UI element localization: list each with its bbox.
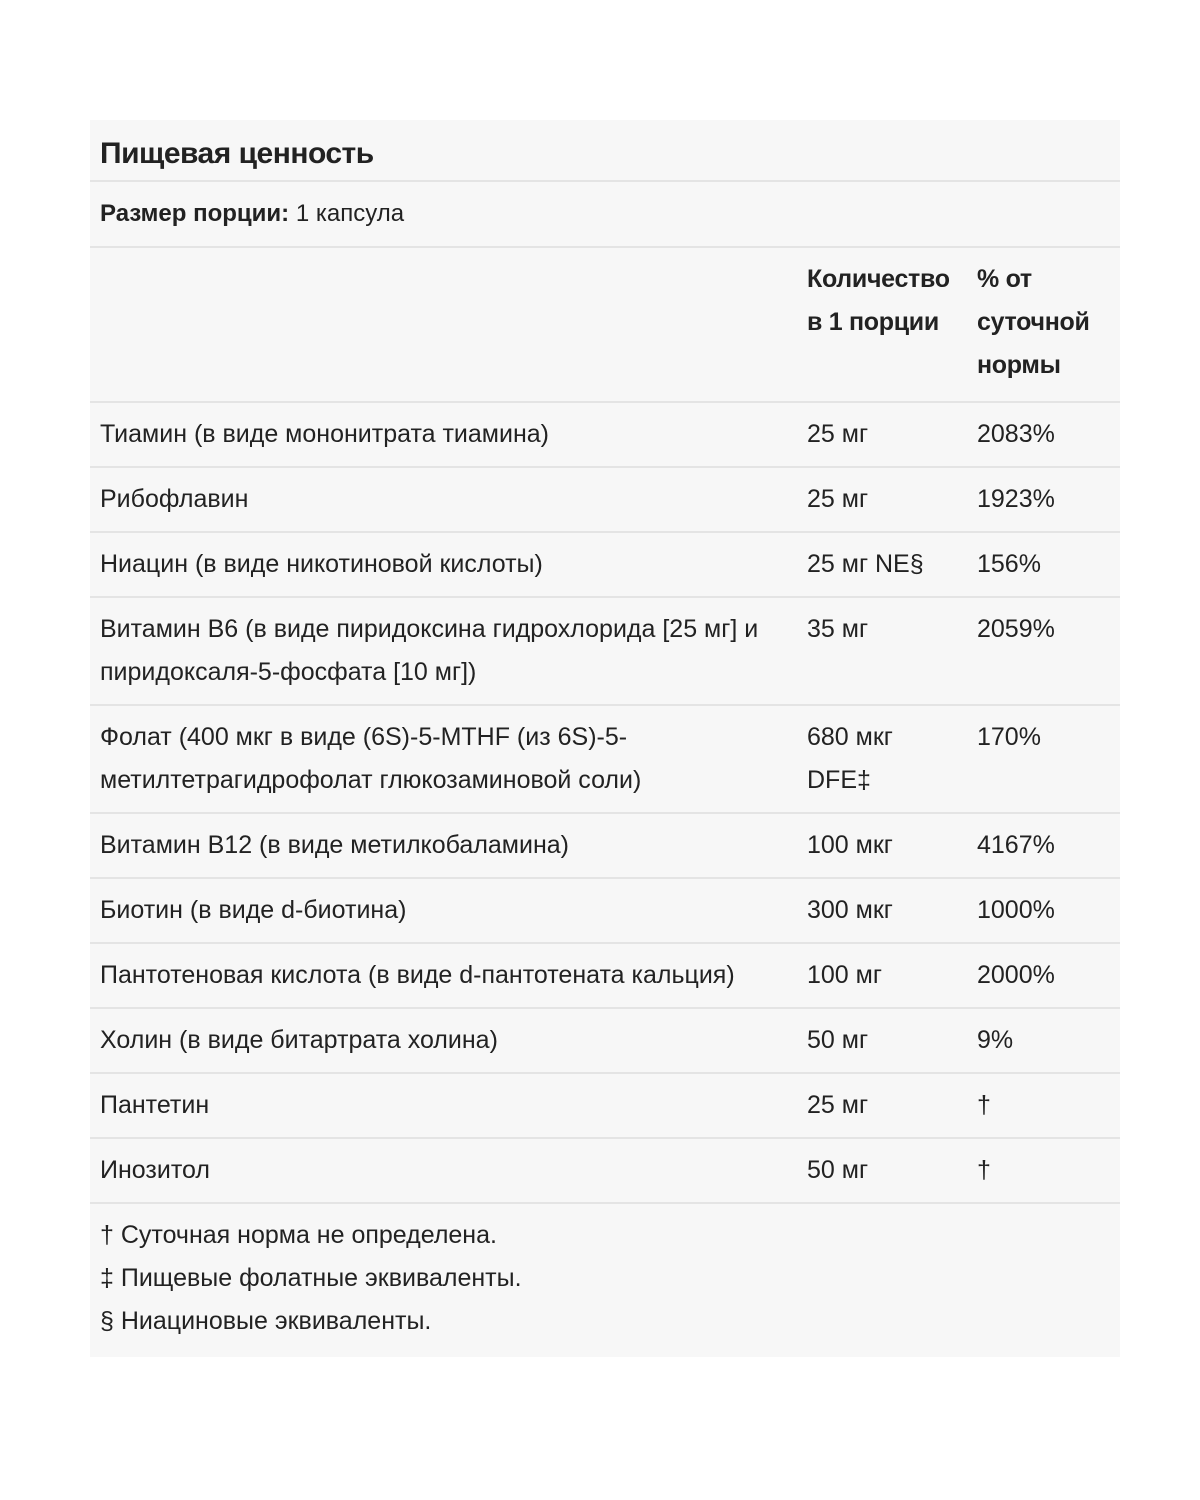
nutrient-daily-value: 170% (967, 705, 1120, 813)
nutrient-amount: 50 мг (797, 1008, 967, 1073)
nutrition-table (90, 248, 1120, 1204)
nutrient-amount: 25 мг (797, 1073, 967, 1138)
nutrient-daily-value: 1000% (967, 878, 1120, 943)
nutrient-name: Пантотеновая кислота (в виде d-пантотената кальция) (90, 943, 797, 1008)
footnote-section: § Ниациновые эквиваленты. (100, 1307, 432, 1335)
table-row (90, 1138, 1120, 1203)
nutrient-amount: 25 мг (797, 402, 967, 467)
column-header-amount: Количество в 1 порции (797, 248, 967, 402)
nutrition-facts-panel (90, 120, 1120, 1357)
table-row (90, 813, 1120, 878)
nutrient-daily-value: 2059% (967, 597, 1120, 705)
footnote-dagger: † Суточная норма не определена. (100, 1221, 497, 1249)
nutrient-daily-value: 156% (967, 532, 1120, 597)
nutrient-daily-value: 4167% (967, 813, 1120, 878)
nutrient-name: Инозитол (90, 1138, 797, 1203)
column-header-daily-value: % от суточной нормы (967, 248, 1120, 402)
nutrient-daily-value: 9% (967, 1008, 1120, 1073)
nutrient-amount: 25 мг NE§ (797, 532, 967, 597)
nutrient-daily-value: † (967, 1073, 1120, 1138)
table-row (90, 1008, 1120, 1073)
nutrient-name: Тиамин (в виде мононитрата тиамина) (90, 402, 797, 467)
nutrient-name: Холин (в виде битартрата холина) (90, 1008, 797, 1073)
table-row (90, 1073, 1120, 1138)
footnote-double-dagger: ‡ Пищевые фолатные эквиваленты. (100, 1264, 522, 1292)
nutrient-daily-value: 2083% (967, 402, 1120, 467)
table-row (90, 597, 1120, 705)
nutrient-amount: 680 мкг DFE‡ (797, 705, 967, 813)
nutrient-amount: 300 мкг (797, 878, 967, 943)
serving-size-value: 1 капсула (295, 200, 405, 227)
table-row (90, 467, 1120, 532)
nutrient-name: Ниацин (в виде никотиновой кислоты) (90, 532, 797, 597)
nutrient-amount: 100 мг (797, 943, 967, 1008)
column-header-nutrient (90, 248, 797, 402)
nutrient-name: Фолат (400 мкг в виде (6S)-5-MTHF (из 6S)-5-метилтетрагидрофолат глюкозаминовой соли) (90, 705, 797, 813)
table-row (90, 943, 1120, 1008)
nutrient-daily-value: 1923% (967, 467, 1120, 532)
table-row (90, 705, 1120, 813)
nutrient-daily-value: 2000% (967, 943, 1120, 1008)
nutrient-name: Витамин B6 (в виде пиридоксина гидрохлорида [25 мг] и пиридоксаля-5-фосфата [10 мг]) (90, 597, 797, 705)
panel-title: Пищевая ценность (90, 120, 1120, 182)
nutrient-daily-value: † (967, 1138, 1120, 1203)
table-header-row (90, 248, 1120, 402)
nutrient-name: Пантетин (90, 1073, 797, 1138)
table-row (90, 532, 1120, 597)
nutrient-name: Биотин (в виде d-биотина) (90, 878, 797, 943)
nutrient-amount: 100 мкг (797, 813, 967, 878)
table-row (90, 878, 1120, 943)
nutrient-amount: 35 мг (797, 597, 967, 705)
footnotes (90, 1204, 1120, 1357)
nutrient-amount: 50 мг (797, 1138, 967, 1203)
nutrient-name: Рибофлавин (90, 467, 797, 532)
nutrient-name: Витамин B12 (в виде метилкобаламина) (90, 813, 797, 878)
nutrient-amount: 25 мг (797, 467, 967, 532)
serving-size-row (90, 182, 1120, 248)
table-row (90, 402, 1120, 467)
serving-size-label: Размер порции: (100, 200, 290, 227)
